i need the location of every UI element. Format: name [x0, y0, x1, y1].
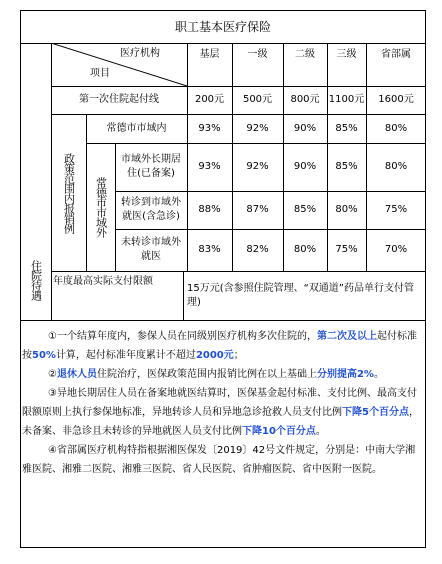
- note-1: ①一个结算年度内，参保人员在同级别医疗机构多次住院的，第二次及以上起付标准按50%计算，起付标准年度累计不超过2000元；: [22, 331, 417, 361]
- row-label: 转诊到市域外就医(含急诊): [121, 197, 181, 222]
- rate-cell: 90%: [293, 122, 317, 134]
- rate-cell: 85%: [335, 161, 358, 172]
- level-header: 基层: [199, 49, 220, 60]
- note-2: ②退休人员住院治疗，医保政策范围内报销比例在以上基础上分别提高2%。: [48, 369, 384, 380]
- rate-cell: 70%: [384, 244, 408, 255]
- rate-cell: 92%: [246, 122, 269, 134]
- rate-cell: 80%: [335, 204, 358, 215]
- policy-reimbursement-label: 政策范围内报销例: [62, 152, 76, 233]
- note-3: ③异地长期居住人员在备案地就医结算时，医保基金起付标准、支付比例、最高支付限额原则上执行参保地标准，异地转诊人员和异地急诊抢救人员支付比例下降5个百分点，未备案、非急诊且未转诊的异地就医人员支付比例下降10个百分点。: [22, 388, 419, 437]
- inpatient-benefits-label: 住院待遇: [29, 260, 43, 300]
- level-header: 二级: [295, 49, 315, 60]
- row-label: 市域外长期居住(已备案): [121, 154, 181, 179]
- rate-cell: 88%: [198, 204, 221, 215]
- header-institution-label: 医疗机构: [120, 48, 160, 59]
- rate-cell: 80%: [293, 244, 317, 255]
- note-4: ④省部属医疗机构特指根据湘医保发〔2019〕42号文件规定，分别是：中南大学湘雅医院、湘雅二医院、湘雅三医院、省人民医院、省肿瘤医院、省中医附一医院。: [22, 445, 416, 475]
- deductible-value: 200元: [194, 94, 225, 105]
- rate-cell: 83%: [198, 244, 221, 255]
- rate-cell: 80%: [384, 161, 408, 172]
- rate-cell: 75%: [335, 244, 358, 255]
- deductible-value: 800元: [290, 94, 320, 105]
- rate-cell: 87%: [246, 204, 269, 215]
- rate-cell: 92%: [246, 161, 269, 172]
- rate-cell: 93%: [198, 122, 221, 134]
- deductible-value: 1100元: [328, 94, 365, 105]
- level-header: 三级: [336, 49, 357, 60]
- rate-cell: 82%: [246, 244, 269, 255]
- row-label: 常德市市域内: [106, 122, 167, 134]
- row-label: 未转诊市域外就医: [121, 237, 181, 262]
- header-item-label: 项目: [90, 68, 110, 79]
- annual-limit-value: 15万元(含参照住院管理、“双通道”药品单行支付管理): [187, 282, 414, 308]
- rate-cell: 85%: [293, 204, 317, 215]
- rate-cell: 85%: [335, 122, 358, 134]
- document-title: 职工基本医疗保险: [174, 19, 271, 34]
- level-header: 一级: [247, 49, 268, 60]
- rate-cell: 80%: [384, 122, 408, 134]
- rate-cell: 90%: [293, 161, 317, 172]
- deductible-value: 1600元: [378, 94, 414, 105]
- notes-section: [22, 327, 425, 479]
- rate-cell: 93%: [198, 161, 221, 172]
- annual-limit-label: 年度最高实际支付限额: [53, 276, 153, 287]
- level-header: 省部属: [381, 49, 411, 60]
- deductible-value: 500元: [242, 94, 273, 105]
- changde-outside-label: 常德市市域外: [94, 177, 108, 237]
- rate-cell: 75%: [384, 204, 408, 215]
- deductible-label: 第一次住院起付线: [79, 94, 159, 105]
